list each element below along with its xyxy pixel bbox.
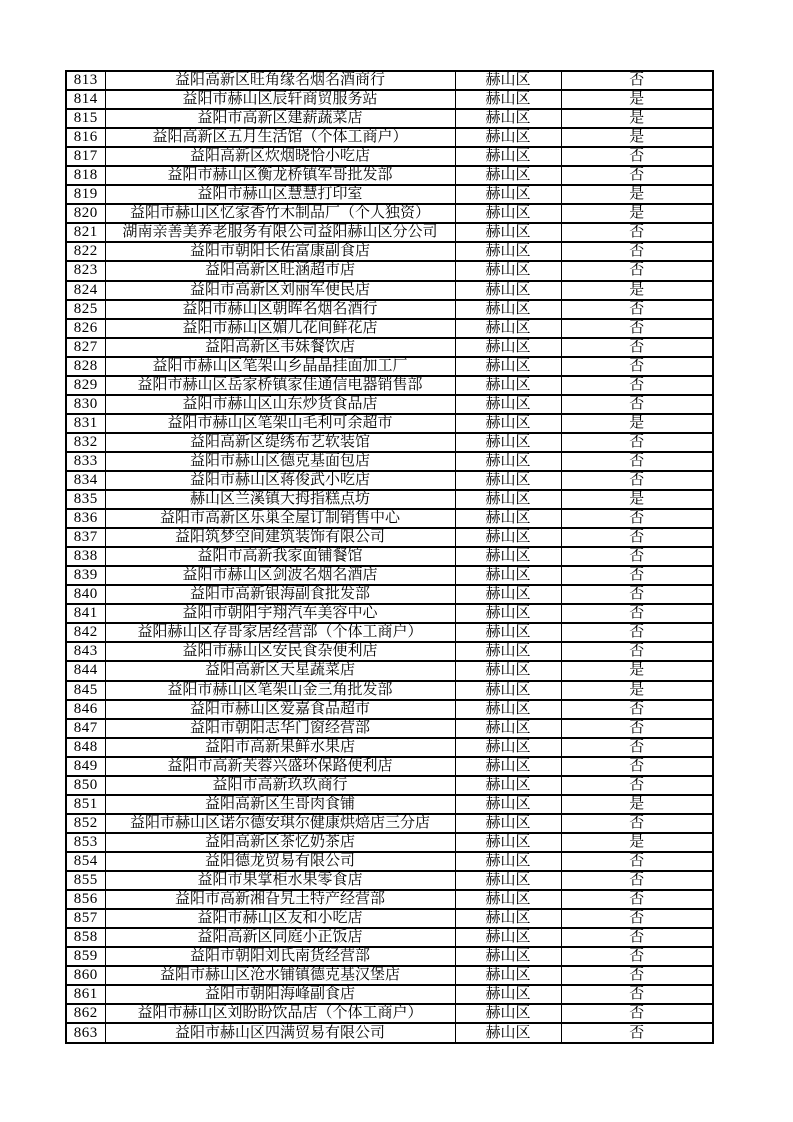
- table-row: [66, 319, 713, 338]
- row-number-cell: 823: [66, 261, 105, 280]
- table-row: [66, 204, 713, 223]
- flag-cell: 否: [561, 166, 713, 185]
- business-name-cell: 益阳市高新区建薪蔬菜店: [105, 109, 455, 128]
- business-name-cell: 益阳市赫山区山东炒货食品店: [105, 395, 455, 414]
- table-row: [66, 1004, 713, 1023]
- flag-cell: 否: [561, 814, 713, 833]
- flag-cell: 否: [561, 642, 713, 661]
- business-name-cell: 益阳市赫山区辰轩商贸服务站: [105, 90, 455, 109]
- district-cell: 赫山区: [455, 966, 561, 985]
- district-cell: 赫山区: [455, 585, 561, 604]
- flag-cell: 否: [561, 623, 713, 642]
- district-cell: 赫山区: [455, 109, 561, 128]
- district-cell: 赫山区: [455, 719, 561, 738]
- table-row: [66, 471, 713, 490]
- table-row: [66, 585, 713, 604]
- row-number-cell: 825: [66, 300, 105, 319]
- flag-cell: 否: [561, 757, 713, 776]
- row-number-cell: 853: [66, 833, 105, 852]
- district-cell: 赫山区: [455, 261, 561, 280]
- table-row: [66, 738, 713, 757]
- district-cell: 赫山区: [455, 566, 561, 585]
- flag-cell: 否: [561, 509, 713, 528]
- flag-cell: 否: [561, 300, 713, 319]
- business-name-cell: 益阳市高新湘旮旯土特产经营部: [105, 890, 455, 909]
- row-number-cell: 815: [66, 109, 105, 128]
- business-name-cell: 益阳市赫山区德克基面包店: [105, 452, 455, 471]
- row-number-cell: 828: [66, 357, 105, 376]
- business-name-cell: 益阳市赫山区蒋俊武小吃店: [105, 471, 455, 490]
- row-number-cell: 859: [66, 947, 105, 966]
- row-number-cell: 826: [66, 319, 105, 338]
- table-row: [66, 833, 713, 852]
- flag-cell: 否: [561, 338, 713, 357]
- district-cell: 赫山区: [455, 490, 561, 509]
- flag-cell: 是: [561, 681, 713, 700]
- table-row: [66, 604, 713, 623]
- district-cell: 赫山区: [455, 661, 561, 680]
- flag-cell: 否: [561, 357, 713, 376]
- district-cell: 赫山区: [455, 300, 561, 319]
- table-row: [66, 966, 713, 985]
- flag-cell: 否: [561, 319, 713, 338]
- row-number-cell: 836: [66, 509, 105, 528]
- flag-cell: 否: [561, 433, 713, 452]
- row-number-cell: 816: [66, 128, 105, 147]
- district-cell: 赫山区: [455, 795, 561, 814]
- row-number-cell: 834: [66, 471, 105, 490]
- flag-cell: 否: [561, 738, 713, 757]
- district-cell: 赫山区: [455, 528, 561, 547]
- table-row: [66, 661, 713, 680]
- flag-cell: 否: [561, 71, 713, 90]
- table-row: [66, 242, 713, 261]
- district-cell: 赫山区: [455, 414, 561, 433]
- flag-cell: 否: [561, 528, 713, 547]
- row-number-cell: 831: [66, 414, 105, 433]
- row-number-cell: 848: [66, 738, 105, 757]
- business-name-cell: 益阳市赫山区爱嘉食品超市: [105, 700, 455, 719]
- row-number-cell: 858: [66, 928, 105, 947]
- district-cell: 赫山区: [455, 185, 561, 204]
- row-number-cell: 844: [66, 661, 105, 680]
- business-name-cell: 益阳市高新我家面铺餐馆: [105, 547, 455, 566]
- flag-cell: 否: [561, 395, 713, 414]
- district-cell: 赫山区: [455, 776, 561, 795]
- business-name-cell: 益阳高新区五月生活馆（个体工商户）: [105, 128, 455, 147]
- flag-cell: 否: [561, 1023, 713, 1043]
- table-row: [66, 490, 713, 509]
- table-row: [66, 414, 713, 433]
- row-number-cell: 860: [66, 966, 105, 985]
- business-list-table: [65, 70, 714, 1044]
- row-number-cell: 819: [66, 185, 105, 204]
- flag-cell: 是: [561, 833, 713, 852]
- row-number-cell: 840: [66, 585, 105, 604]
- table-row: [66, 890, 713, 909]
- table-row: [66, 147, 713, 166]
- district-cell: 赫山区: [455, 947, 561, 966]
- business-name-cell: 益阳市高新区刘丽军便民店: [105, 281, 455, 300]
- district-cell: 赫山区: [455, 623, 561, 642]
- row-number-cell: 818: [66, 166, 105, 185]
- business-name-cell: 益阳市朝阳宇翔汽车美容中心: [105, 604, 455, 623]
- business-name-cell: 益阳市赫山区慧慧打印室: [105, 185, 455, 204]
- row-number-cell: 857: [66, 909, 105, 928]
- table-row: [66, 681, 713, 700]
- business-name-cell: 益阳市朝阳志华门窗经营部: [105, 719, 455, 738]
- table-row: [66, 338, 713, 357]
- row-number-cell: 821: [66, 223, 105, 242]
- district-cell: 赫山区: [455, 890, 561, 909]
- table-row: [66, 642, 713, 661]
- table-body: [66, 71, 713, 1043]
- flag-cell: 是: [561, 414, 713, 433]
- business-name-cell: 益阳市高新区乐巢全屋订制销售中心: [105, 509, 455, 528]
- business-name-cell: 益阳市赫山区刘盼盼饮品店（个体工商户）: [105, 1004, 455, 1023]
- flag-cell: 否: [561, 909, 713, 928]
- business-name-cell: 益阳市高新芙蓉兴盛环保路便利店: [105, 757, 455, 776]
- flag-cell: 是: [561, 109, 713, 128]
- district-cell: 赫山区: [455, 604, 561, 623]
- flag-cell: 是: [561, 661, 713, 680]
- table-row: [66, 700, 713, 719]
- row-number-cell: 832: [66, 433, 105, 452]
- flag-cell: 是: [561, 185, 713, 204]
- business-name-cell: 益阳市赫山区衡龙桥镇军哥批发部: [105, 166, 455, 185]
- row-number-cell: 835: [66, 490, 105, 509]
- row-number-cell: 843: [66, 642, 105, 661]
- business-name-cell: 益阳市赫山区友和小吃店: [105, 909, 455, 928]
- row-number-cell: 845: [66, 681, 105, 700]
- district-cell: 赫山区: [455, 871, 561, 890]
- district-cell: 赫山区: [455, 642, 561, 661]
- district-cell: 赫山区: [455, 928, 561, 947]
- table-row: [66, 719, 713, 738]
- row-number-cell: 842: [66, 623, 105, 642]
- flag-cell: 否: [561, 890, 713, 909]
- table-row: [66, 528, 713, 547]
- district-cell: 赫山区: [455, 700, 561, 719]
- district-cell: 赫山区: [455, 1023, 561, 1043]
- district-cell: 赫山区: [455, 833, 561, 852]
- business-name-cell: 益阳市赫山区媚儿花间鲜花店: [105, 319, 455, 338]
- district-cell: 赫山区: [455, 852, 561, 871]
- business-name-cell: 益阳赫山区存哥家居经营部（个体工商户）: [105, 623, 455, 642]
- district-cell: 赫山区: [455, 909, 561, 928]
- business-name-cell: 益阳高新区茶忆奶茶店: [105, 833, 455, 852]
- business-name-cell: 益阳市高新银海副食批发部: [105, 585, 455, 604]
- business-name-cell: 益阳德龙贸易有限公司: [105, 852, 455, 871]
- flag-cell: 否: [561, 471, 713, 490]
- table-row: [66, 223, 713, 242]
- district-cell: 赫山区: [455, 471, 561, 490]
- table-row: [66, 509, 713, 528]
- district-cell: 赫山区: [455, 985, 561, 1004]
- flag-cell: 否: [561, 261, 713, 280]
- district-cell: 赫山区: [455, 376, 561, 395]
- row-number-cell: 822: [66, 242, 105, 261]
- row-number-cell: 841: [66, 604, 105, 623]
- row-number-cell: 813: [66, 71, 105, 90]
- flag-cell: 否: [561, 700, 713, 719]
- flag-cell: 否: [561, 928, 713, 947]
- flag-cell: 否: [561, 585, 713, 604]
- flag-cell: 否: [561, 947, 713, 966]
- table-row: [66, 128, 713, 147]
- district-cell: 赫山区: [455, 547, 561, 566]
- table-row: [66, 433, 713, 452]
- business-name-cell: 赫山区兰溪镇大拇指糕点坊: [105, 490, 455, 509]
- flag-cell: 是: [561, 204, 713, 223]
- district-cell: 赫山区: [455, 814, 561, 833]
- district-cell: 赫山区: [455, 90, 561, 109]
- business-name-cell: 益阳市赫山区朝晖名烟名酒行: [105, 300, 455, 319]
- business-name-cell: 益阳高新区旺角缘名烟名酒商行: [105, 71, 455, 90]
- table-row: [66, 852, 713, 871]
- table-row: [66, 871, 713, 890]
- district-cell: 赫山区: [455, 738, 561, 757]
- business-name-cell: 湖南亲善美养老服务有限公司益阳赫山区分公司: [105, 223, 455, 242]
- row-number-cell: 862: [66, 1004, 105, 1023]
- business-name-cell: 益阳市高新玖玖商行: [105, 776, 455, 795]
- district-cell: 赫山区: [455, 338, 561, 357]
- row-number-cell: 838: [66, 547, 105, 566]
- business-name-cell: 益阳高新区炊烟晓恰小吃店: [105, 147, 455, 166]
- business-name-cell: 益阳高新区韦妹餐饮店: [105, 338, 455, 357]
- table-row: [66, 795, 713, 814]
- district-cell: 赫山区: [455, 681, 561, 700]
- district-cell: 赫山区: [455, 223, 561, 242]
- business-name-cell: 益阳市赫山区笔架山金三角批发部: [105, 681, 455, 700]
- district-cell: 赫山区: [455, 166, 561, 185]
- row-number-cell: 850: [66, 776, 105, 795]
- flag-cell: 是: [561, 128, 713, 147]
- row-number-cell: 863: [66, 1023, 105, 1043]
- flag-cell: 否: [561, 604, 713, 623]
- table-row: [66, 1023, 713, 1043]
- table-row: [66, 623, 713, 642]
- row-number-cell: 830: [66, 395, 105, 414]
- district-cell: 赫山区: [455, 452, 561, 471]
- flag-cell: 否: [561, 871, 713, 890]
- table-row: [66, 547, 713, 566]
- business-name-cell: 益阳市赫山区沧水铺镇德克基汉堡店: [105, 966, 455, 985]
- row-number-cell: 847: [66, 719, 105, 738]
- business-name-cell: 益阳市高新果鲜水果店: [105, 738, 455, 757]
- table-row: [66, 757, 713, 776]
- flag-cell: 是: [561, 795, 713, 814]
- business-name-cell: 益阳市朝阳长佑富康副食店: [105, 242, 455, 261]
- table-row: [66, 357, 713, 376]
- row-number-cell: 851: [66, 795, 105, 814]
- row-number-cell: 861: [66, 985, 105, 1004]
- flag-cell: 是: [561, 490, 713, 509]
- district-cell: 赫山区: [455, 433, 561, 452]
- table-row: [66, 109, 713, 128]
- flag-cell: 否: [561, 985, 713, 1004]
- row-number-cell: 846: [66, 700, 105, 719]
- row-number-cell: 817: [66, 147, 105, 166]
- table-row: [66, 300, 713, 319]
- flag-cell: 否: [561, 242, 713, 261]
- table-row: [66, 166, 713, 185]
- business-name-cell: 益阳高新区缇绣布艺软装馆: [105, 433, 455, 452]
- table-row: [66, 928, 713, 947]
- table-row: [66, 566, 713, 585]
- flag-cell: 否: [561, 966, 713, 985]
- table-row: [66, 261, 713, 280]
- flag-cell: 否: [561, 452, 713, 471]
- district-cell: 赫山区: [455, 1004, 561, 1023]
- business-name-cell: 益阳高新区同庭小正饭店: [105, 928, 455, 947]
- row-number-cell: 849: [66, 757, 105, 776]
- flag-cell: 是: [561, 90, 713, 109]
- district-cell: 赫山区: [455, 757, 561, 776]
- row-number-cell: 814: [66, 90, 105, 109]
- business-name-cell: 益阳市赫山区诺尔德安琪尔健康烘焙店三分店: [105, 814, 455, 833]
- table-row: [66, 985, 713, 1004]
- district-cell: 赫山区: [455, 395, 561, 414]
- business-name-cell: 益阳市赫山区安民食杂便利店: [105, 642, 455, 661]
- business-name-cell: 益阳高新区生哥肉食铺: [105, 795, 455, 814]
- flag-cell: 否: [561, 376, 713, 395]
- flag-cell: 否: [561, 147, 713, 166]
- business-name-cell: 益阳高新区天星蔬菜店: [105, 661, 455, 680]
- district-cell: 赫山区: [455, 71, 561, 90]
- flag-cell: 否: [561, 223, 713, 242]
- flag-cell: 否: [561, 1004, 713, 1023]
- row-number-cell: 855: [66, 871, 105, 890]
- business-name-cell: 益阳市果掌柜水果零食店: [105, 871, 455, 890]
- table-row: [66, 909, 713, 928]
- district-cell: 赫山区: [455, 281, 561, 300]
- table-row: [66, 776, 713, 795]
- table-row: [66, 376, 713, 395]
- flag-cell: 否: [561, 719, 713, 738]
- business-name-cell: 益阳筑梦空间建筑装饰有限公司: [105, 528, 455, 547]
- business-name-cell: 益阳市赫山区四满贸易有限公司: [105, 1023, 455, 1043]
- row-number-cell: 852: [66, 814, 105, 833]
- district-cell: 赫山区: [455, 319, 561, 338]
- table-row: [66, 947, 713, 966]
- row-number-cell: 829: [66, 376, 105, 395]
- flag-cell: 否: [561, 852, 713, 871]
- flag-cell: 否: [561, 547, 713, 566]
- table-row: [66, 281, 713, 300]
- flag-cell: 否: [561, 566, 713, 585]
- business-name-cell: 益阳市赫山区忆家香竹木制品厂（个人独资）: [105, 204, 455, 223]
- business-name-cell: 益阳市赫山区笔架山毛利可余超市: [105, 414, 455, 433]
- row-number-cell: 837: [66, 528, 105, 547]
- row-number-cell: 824: [66, 281, 105, 300]
- row-number-cell: 856: [66, 890, 105, 909]
- row-number-cell: 839: [66, 566, 105, 585]
- district-cell: 赫山区: [455, 509, 561, 528]
- flag-cell: 是: [561, 281, 713, 300]
- table-row: [66, 185, 713, 204]
- district-cell: 赫山区: [455, 204, 561, 223]
- business-name-cell: 益阳市赫山区岳家桥镇家佳通信电器销售部: [105, 376, 455, 395]
- district-cell: 赫山区: [455, 357, 561, 376]
- table-row: [66, 814, 713, 833]
- row-number-cell: 833: [66, 452, 105, 471]
- business-name-cell: 益阳高新区旺涵超市店: [105, 261, 455, 280]
- table-row: [66, 71, 713, 90]
- district-cell: 赫山区: [455, 147, 561, 166]
- row-number-cell: 827: [66, 338, 105, 357]
- business-name-cell: 益阳市朝阳刘氏南货经营部: [105, 947, 455, 966]
- flag-cell: 否: [561, 776, 713, 795]
- district-cell: 赫山区: [455, 128, 561, 147]
- table-row: [66, 395, 713, 414]
- district-cell: 赫山区: [455, 242, 561, 261]
- business-name-cell: 益阳市赫山区笔架山乡晶晶挂面加工厂: [105, 357, 455, 376]
- table-row: [66, 452, 713, 471]
- row-number-cell: 854: [66, 852, 105, 871]
- row-number-cell: 820: [66, 204, 105, 223]
- business-name-cell: 益阳市朝阳海峰副食店: [105, 985, 455, 1004]
- business-name-cell: 益阳市赫山区剑波名烟名酒店: [105, 566, 455, 585]
- table-row: [66, 90, 713, 109]
